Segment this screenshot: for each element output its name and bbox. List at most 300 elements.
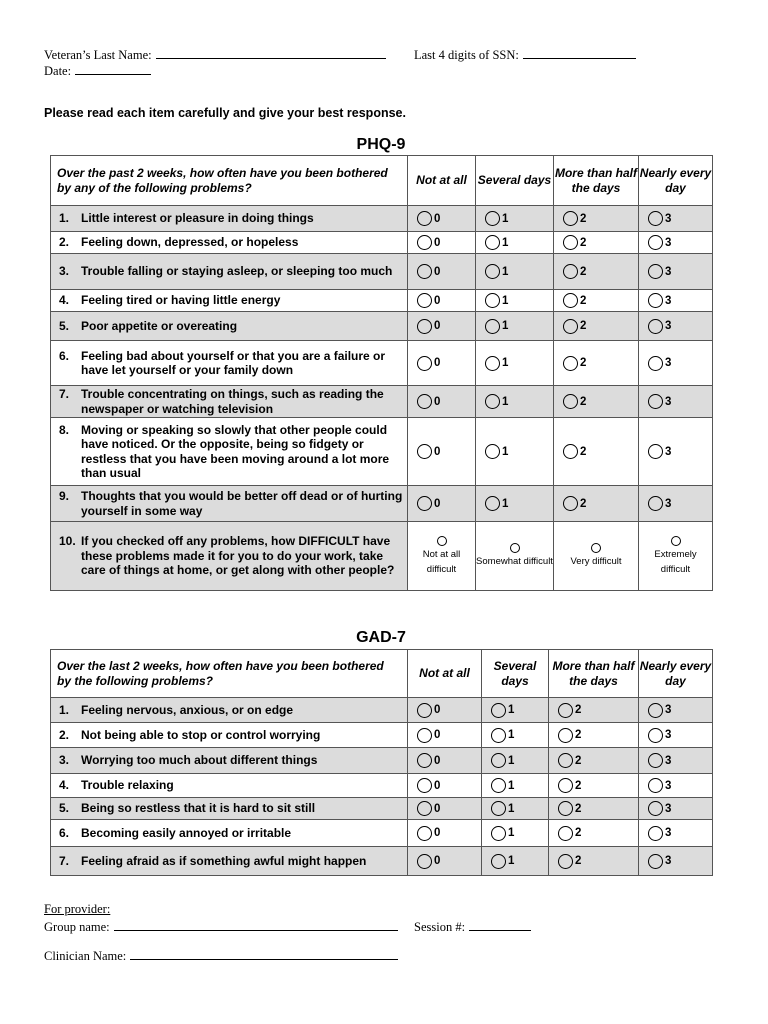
- phq9-item-text: Thoughts that you would be better off dead or of hurting yourself in some way: [81, 489, 403, 518]
- phq9-item-row: [51, 206, 713, 232]
- radio-circle-icon[interactable]: [563, 394, 578, 409]
- radio-circle-icon[interactable]: [648, 826, 663, 841]
- phq9-answer-option[interactable]: [476, 235, 553, 250]
- phq9-answer-value: 3: [665, 395, 672, 408]
- last-name-input[interactable]: [156, 46, 386, 59]
- radio-circle-icon[interactable]: [558, 753, 573, 768]
- phq9-item-number: 3.: [59, 264, 70, 279]
- gad7-col-several-days: Several days: [482, 650, 549, 698]
- radio-circle-icon[interactable]: [485, 356, 500, 371]
- radio-circle-icon[interactable]: [648, 703, 663, 718]
- phq9-answer-cell: [476, 312, 554, 341]
- gad7-answer-cell: [408, 774, 482, 798]
- phq9-answer-cell: [476, 486, 554, 522]
- phq9-item-text: Feeling tired or having little energy: [81, 293, 281, 308]
- gad7-answer-cell: [482, 698, 549, 723]
- gad7-answer-option[interactable]: [408, 753, 481, 768]
- radio-circle-icon[interactable]: [648, 319, 663, 334]
- radio-circle-icon[interactable]: [563, 356, 578, 371]
- radio-circle-icon[interactable]: [558, 854, 573, 869]
- radio-circle-icon[interactable]: [417, 319, 432, 334]
- phq9-item-number: 9.: [59, 489, 70, 503]
- phq9-col-more-than-half: More than half the days: [554, 156, 639, 206]
- gad7-answer-value: 1: [508, 802, 515, 815]
- radio-circle-icon[interactable]: [417, 293, 432, 308]
- phq9-answer-cell: [408, 418, 476, 486]
- radio-circle-icon[interactable]: [417, 801, 432, 816]
- radio-circle-icon[interactable]: [558, 778, 573, 793]
- gad7-answer-option[interactable]: [549, 753, 638, 768]
- phq9-item-row: [51, 341, 713, 386]
- phq9-answer-cell: [554, 418, 639, 486]
- gad7-answer-cell: [639, 774, 713, 798]
- phq9-answer-option[interactable]: [639, 293, 712, 308]
- radio-circle-icon[interactable]: [417, 394, 432, 409]
- session-input[interactable]: [469, 918, 531, 931]
- phq9-answer-value: 3: [665, 357, 672, 369]
- gad7-answer-cell: [408, 748, 482, 774]
- phq9-answer-option[interactable]: [554, 264, 638, 279]
- phq9-answer-option[interactable]: [408, 293, 475, 308]
- radio-circle-icon[interactable]: [648, 801, 663, 816]
- radio-circle-icon[interactable]: [563, 211, 578, 226]
- phq9-answer-value: 0: [434, 294, 441, 307]
- radio-circle-icon[interactable]: [417, 703, 432, 718]
- radio-circle-icon[interactable]: [563, 444, 578, 459]
- gad7-item-content: [51, 853, 407, 870]
- date-label: Date:: [44, 64, 72, 78]
- radio-circle-icon[interactable]: [558, 728, 573, 743]
- phq9-answer-cell: [554, 232, 639, 254]
- radio-circle-icon[interactable]: [491, 778, 506, 793]
- gad7-item-row: [51, 774, 713, 798]
- gad7-answer-option[interactable]: [639, 703, 712, 718]
- phq9-answer-option[interactable]: [476, 293, 553, 308]
- phq9-item-content: [51, 263, 407, 280]
- radio-circle-icon[interactable]: [648, 444, 663, 459]
- gad7-item-row: [51, 798, 713, 820]
- phq9-answer-value: 1: [502, 320, 509, 332]
- radio-circle-icon[interactable]: [648, 211, 663, 226]
- phq9-item-row: [51, 386, 713, 418]
- phq9-answer-option[interactable]: [639, 235, 712, 250]
- gad7-answer-value: 1: [508, 779, 515, 792]
- phq9-title: PHQ-9: [356, 136, 406, 153]
- gad7-answer-value: 0: [434, 729, 441, 741]
- gad7-answer-value: 1: [508, 729, 515, 741]
- radio-circle-icon[interactable]: [591, 543, 601, 553]
- phq9-answer-option[interactable]: [476, 444, 553, 459]
- phq9-answer-cell: [639, 312, 713, 341]
- gad7-answer-option[interactable]: [549, 826, 638, 841]
- phq9-answer-option[interactable]: [476, 319, 553, 334]
- phq9-answer-cell: [554, 312, 639, 341]
- phq9-answer-value: 0: [434, 212, 441, 225]
- phq9-answer-value: 2: [580, 445, 587, 458]
- gad7-answer-option[interactable]: [482, 826, 548, 841]
- gad7-table: [50, 649, 713, 876]
- instruction-text: Please read each item carefully and give your best response.: [44, 106, 406, 120]
- radio-circle-icon[interactable]: [491, 854, 506, 869]
- radio-circle-icon[interactable]: [491, 703, 506, 718]
- gad7-item-cell: [51, 774, 408, 798]
- gad7-answer-cell: [639, 723, 713, 748]
- gad7-item-content: [51, 727, 407, 744]
- gad7-answer-value: 2: [575, 729, 582, 741]
- gad7-item-number: 1.: [59, 702, 70, 717]
- radio-circle-icon[interactable]: [648, 778, 663, 793]
- gad7-item-number: 3.: [59, 753, 70, 768]
- radio-circle-icon[interactable]: [648, 235, 663, 250]
- phq9-answer-option[interactable]: [476, 211, 553, 226]
- radio-circle-icon[interactable]: [417, 826, 432, 841]
- phq9-item-content: [51, 348, 407, 379]
- group-name-label: Group name:: [44, 920, 110, 934]
- phq9-answer-option[interactable]: [476, 394, 553, 409]
- radio-circle-icon[interactable]: [417, 211, 432, 226]
- gad7-answer-cell: [408, 798, 482, 820]
- radio-circle-icon[interactable]: [485, 293, 500, 308]
- phq9-item-number: 5.: [59, 318, 70, 333]
- phq9-answer-option[interactable]: [476, 264, 553, 279]
- gad7-answer-option[interactable]: [639, 854, 712, 869]
- phq9-difficulty-option[interactable]: [476, 522, 554, 591]
- radio-circle-icon[interactable]: [485, 235, 500, 250]
- phq9-answer-option[interactable]: [554, 444, 638, 459]
- gad7-answer-value: 3: [665, 802, 672, 815]
- gad7-answer-option[interactable]: [408, 801, 481, 816]
- phq9-answer-value: 2: [580, 497, 587, 510]
- phq9-item-cell: [51, 341, 408, 386]
- phq9-item-cell: [51, 290, 408, 312]
- phq9-difficulty-label: Very difficult: [570, 556, 622, 567]
- phq9-answer-value: 3: [665, 497, 672, 510]
- phq9-answer-option[interactable]: [408, 356, 475, 371]
- phq9-answer-cell: [639, 386, 713, 418]
- phq9-item-cell: [51, 486, 408, 522]
- phq9-item-number: 2.: [59, 235, 70, 250]
- clinician-input[interactable]: [130, 947, 398, 960]
- phq9-answer-option[interactable]: [408, 235, 475, 250]
- radio-circle-icon[interactable]: [558, 801, 573, 816]
- gad7-answer-option[interactable]: [482, 703, 548, 718]
- radio-circle-icon[interactable]: [648, 293, 663, 308]
- phq9-answer-option[interactable]: [554, 496, 638, 511]
- radio-circle-icon[interactable]: [648, 753, 663, 768]
- phq9-item-row: [51, 418, 713, 486]
- radio-circle-icon[interactable]: [491, 753, 506, 768]
- phq9-answer-option[interactable]: [639, 211, 712, 226]
- gad7-answer-option[interactable]: [408, 778, 481, 793]
- radio-circle-icon[interactable]: [485, 394, 500, 409]
- phq9-item-cell: [51, 418, 408, 486]
- phq9-answer-option[interactable]: [408, 264, 475, 279]
- gad7-answer-option[interactable]: [549, 703, 638, 718]
- gad7-answer-option[interactable]: [482, 854, 548, 869]
- phq9-answer-option[interactable]: [639, 264, 712, 279]
- phq9-item-cell: [51, 254, 408, 290]
- gad7-answer-cell: [482, 847, 549, 876]
- date-field: [44, 62, 151, 79]
- phq9-col-not-at-all: Not at all: [408, 156, 476, 206]
- phq9-difficulty-option[interactable]: [408, 522, 476, 591]
- radio-circle-icon[interactable]: [648, 496, 663, 511]
- phq9-answer-cell: [639, 232, 713, 254]
- radio-circle-icon[interactable]: [648, 728, 663, 743]
- radio-circle-icon[interactable]: [563, 293, 578, 308]
- phq9-answer-option[interactable]: [639, 319, 712, 334]
- phq9-answer-cell: [476, 418, 554, 486]
- group-name-input[interactable]: [114, 918, 398, 931]
- radio-circle-icon[interactable]: [417, 235, 432, 250]
- radio-circle-icon[interactable]: [558, 703, 573, 718]
- phq9-answer-cell: [639, 341, 713, 386]
- last-name-field: [44, 46, 386, 63]
- gad7-answer-cell: [549, 723, 639, 748]
- radio-circle-icon[interactable]: [648, 356, 663, 371]
- radio-circle-icon[interactable]: [491, 801, 506, 816]
- phq9-item-content: [51, 234, 407, 251]
- ssn-input[interactable]: [523, 46, 636, 59]
- date-input[interactable]: [75, 62, 151, 75]
- phq9-answer-cell: [639, 290, 713, 312]
- phq9-item-cell: [51, 206, 408, 232]
- phq9-answer-cell: [408, 290, 476, 312]
- radio-circle-icon[interactable]: [417, 753, 432, 768]
- phq9-answer-value: 1: [502, 265, 509, 278]
- radio-circle-icon[interactable]: [417, 778, 432, 793]
- phq9-answer-value: 0: [434, 497, 441, 510]
- phq9-item-row: [51, 254, 713, 290]
- phq9-answer-option[interactable]: [408, 319, 475, 334]
- phq9-difficulty-option[interactable]: [639, 522, 713, 591]
- phq9-difficulty-option[interactable]: [554, 522, 639, 591]
- gad7-answer-option[interactable]: [408, 826, 481, 841]
- gad7-answer-value: 3: [665, 855, 672, 867]
- phq9-item-content: [51, 318, 407, 335]
- phq9-answer-cell: [554, 386, 639, 418]
- phq9-item-text: Trouble falling or staying asleep, or sleeping too much: [81, 264, 393, 279]
- phq9-answer-value: 0: [434, 320, 441, 332]
- phq9-question: Over the past 2 weeks, how often have you been bothered by any of the following problems?: [51, 156, 408, 206]
- phq9-answer-option[interactable]: [408, 211, 475, 226]
- radio-circle-icon[interactable]: [510, 543, 520, 553]
- phq9-answer-option[interactable]: [554, 293, 638, 308]
- gad7-answer-option[interactable]: [639, 826, 712, 841]
- radio-circle-icon[interactable]: [485, 264, 500, 279]
- radio-circle-icon[interactable]: [437, 536, 447, 546]
- phq9-answer-option[interactable]: [639, 444, 712, 459]
- phq9-difficulty-cell: [51, 522, 408, 591]
- group-name-field: [44, 918, 398, 935]
- radio-circle-icon[interactable]: [417, 854, 432, 869]
- phq9-answer-cell: [476, 386, 554, 418]
- phq9-answer-option[interactable]: [554, 394, 638, 409]
- phq9-difficulty-content: [51, 533, 407, 579]
- phq9-answer-option[interactable]: [554, 235, 638, 250]
- gad7-item-content: [51, 800, 407, 817]
- gad7-answer-option[interactable]: [639, 778, 712, 793]
- radio-circle-icon[interactable]: [648, 264, 663, 279]
- gad7-item-number: 5.: [59, 801, 70, 816]
- radio-circle-icon[interactable]: [563, 264, 578, 279]
- phq9-answer-cell: [639, 486, 713, 522]
- phq9-answer-cell: [554, 254, 639, 290]
- phq9-answer-value: 3: [665, 445, 672, 458]
- gad7-answer-cell: [408, 698, 482, 723]
- phq9-answer-value: 3: [665, 236, 672, 249]
- phq9-answer-cell: [639, 254, 713, 290]
- phq9-answer-value: 0: [434, 445, 441, 458]
- phq9-item-text: Moving or speaking so slowly that other people could have noticed. Or the opposite, being so fidgety or restless that you have been moving around a lot more than usual: [81, 422, 390, 480]
- gad7-answer-value: 2: [575, 827, 582, 839]
- gad7-answer-cell: [549, 847, 639, 876]
- radio-circle-icon[interactable]: [648, 394, 663, 409]
- radio-circle-icon[interactable]: [485, 211, 500, 226]
- phq9-answer-option[interactable]: [476, 496, 553, 511]
- phq9-item-text: Trouble concentrating on things, such as reading the newspaper or watching television: [81, 387, 384, 416]
- gad7-answer-option[interactable]: [549, 778, 638, 793]
- phq9-col-several-days: Several days: [476, 156, 554, 206]
- gad7-answer-value: 0: [434, 754, 441, 767]
- gad7-answer-option[interactable]: [639, 728, 712, 743]
- radio-circle-icon[interactable]: [563, 235, 578, 250]
- radio-circle-icon[interactable]: [417, 728, 432, 743]
- gad7-answer-value: 0: [434, 855, 441, 867]
- gad7-answer-cell: [549, 698, 639, 723]
- gad7-answer-value: 1: [508, 827, 515, 839]
- gad7-item-cell: [51, 723, 408, 748]
- gad7-item-number: 2.: [59, 727, 70, 742]
- radio-circle-icon[interactable]: [671, 536, 681, 546]
- gad7-item-number: 6.: [59, 825, 70, 840]
- phq9-answer-value: 0: [434, 236, 441, 249]
- phq9-item-row: [51, 290, 713, 312]
- phq9-answer-cell: [476, 341, 554, 386]
- phq9-answer-option[interactable]: [639, 356, 712, 371]
- gad7-answer-value: 3: [665, 827, 672, 839]
- gad7-answer-option[interactable]: [549, 801, 638, 816]
- gad7-answer-cell: [549, 774, 639, 798]
- radio-circle-icon[interactable]: [417, 264, 432, 279]
- gad7-answer-option[interactable]: [482, 753, 548, 768]
- phq9-table: [50, 155, 713, 591]
- session-field: [414, 918, 531, 935]
- phq9-answer-cell: [554, 290, 639, 312]
- radio-circle-icon[interactable]: [563, 496, 578, 511]
- gad7-item-text: Feeling afraid as if something awful might happen: [81, 853, 367, 868]
- phq9-difficulty-text: If you checked off any problems, how DIFFICULT have these problems made it for you to do your work, take care of things at home, or get along with other people?: [81, 534, 395, 578]
- gad7-answer-cell: [482, 798, 549, 820]
- gad7-answer-option[interactable]: [639, 801, 712, 816]
- gad7-answer-cell: [639, 820, 713, 847]
- radio-circle-icon[interactable]: [417, 496, 432, 511]
- phq9-answer-cell: [408, 341, 476, 386]
- gad7-answer-value: 2: [575, 802, 582, 815]
- gad7-answer-cell: [639, 798, 713, 820]
- clinician-label: Clinician Name:: [44, 949, 127, 963]
- gad7-answer-option[interactable]: [482, 778, 548, 793]
- phq9-answer-option[interactable]: [408, 444, 475, 459]
- radio-circle-icon[interactable]: [485, 444, 500, 459]
- radio-circle-icon[interactable]: [417, 444, 432, 459]
- gad7-answer-option[interactable]: [549, 854, 638, 869]
- gad7-answer-cell: [549, 748, 639, 774]
- radio-circle-icon[interactable]: [558, 826, 573, 841]
- gad7-item-text: Becoming easily annoyed or irritable: [81, 825, 292, 840]
- phq9-answer-value: 1: [502, 357, 509, 369]
- gad7-answer-cell: [408, 847, 482, 876]
- phq9-item-text: Feeling down, depressed, or hopeless: [81, 235, 299, 250]
- gad7-answer-option[interactable]: [482, 728, 548, 743]
- gad7-answer-option[interactable]: [408, 854, 481, 869]
- radio-circle-icon[interactable]: [485, 319, 500, 334]
- gad7-answer-option[interactable]: [408, 728, 481, 743]
- gad7-answer-option[interactable]: [549, 728, 638, 743]
- radio-circle-icon[interactable]: [485, 496, 500, 511]
- gad7-item-cell: [51, 698, 408, 723]
- gad7-item-text: Being so restless that it is hard to sit still: [81, 801, 316, 816]
- gad7-answer-value: 0: [434, 779, 441, 792]
- radio-circle-icon[interactable]: [491, 826, 506, 841]
- phq9-answer-option[interactable]: [554, 211, 638, 226]
- phq9-answer-option[interactable]: [639, 394, 712, 409]
- gad7-answer-option[interactable]: [408, 703, 481, 718]
- phq9-item-row: [51, 232, 713, 254]
- phq9-difficulty-number: 10.: [59, 534, 76, 549]
- phq9-answer-option[interactable]: [639, 496, 712, 511]
- radio-circle-icon[interactable]: [648, 854, 663, 869]
- gad7-answer-option[interactable]: [482, 801, 548, 816]
- phq9-item-content: [51, 488, 407, 519]
- gad7-answer-option[interactable]: [639, 753, 712, 768]
- gad7-answer-cell: [639, 847, 713, 876]
- phq9-answer-value: 0: [434, 395, 441, 408]
- phq9-difficulty-label: Somewhat difficult: [476, 556, 553, 567]
- gad7-item-text: Feeling nervous, anxious, or on edge: [81, 702, 294, 717]
- gad7-item-cell: [51, 748, 408, 774]
- gad7-item-content: [51, 825, 407, 842]
- phq9-answer-option[interactable]: [408, 394, 475, 409]
- phq9-answer-option[interactable]: [554, 356, 638, 371]
- gad7-item-cell: [51, 798, 408, 820]
- clinician-field: [44, 947, 398, 964]
- radio-circle-icon[interactable]: [417, 356, 432, 371]
- phq9-answer-cell: [408, 386, 476, 418]
- gad7-item-row: [51, 748, 713, 774]
- phq9-answer-value: 2: [580, 212, 587, 225]
- phq9-answer-option[interactable]: [408, 496, 475, 511]
- phq9-answer-cell: [476, 232, 554, 254]
- phq9-answer-option[interactable]: [554, 319, 638, 334]
- gad7-answer-value: 2: [575, 855, 582, 867]
- phq9-answer-value: 0: [434, 357, 441, 369]
- gad7-item-text: Not being able to stop or control worrying: [81, 727, 321, 742]
- phq9-answer-cell: [639, 418, 713, 486]
- phq9-item-content: [51, 422, 407, 482]
- radio-circle-icon[interactable]: [491, 728, 506, 743]
- gad7-answer-cell: [639, 748, 713, 774]
- gad7-col-not-at-all: Not at all: [408, 650, 482, 698]
- phq9-answer-option[interactable]: [476, 356, 553, 371]
- gad7-answer-cell: [482, 820, 549, 847]
- radio-circle-icon[interactable]: [563, 319, 578, 334]
- phq9-item-text: Poor appetite or overeating: [81, 318, 238, 333]
- last-name-label: Veteran’s Last Name:: [44, 48, 152, 62]
- gad7-item-row: [51, 847, 713, 876]
- phq9-answer-cell: [408, 312, 476, 341]
- phq9-answer-value: 3: [665, 320, 672, 332]
